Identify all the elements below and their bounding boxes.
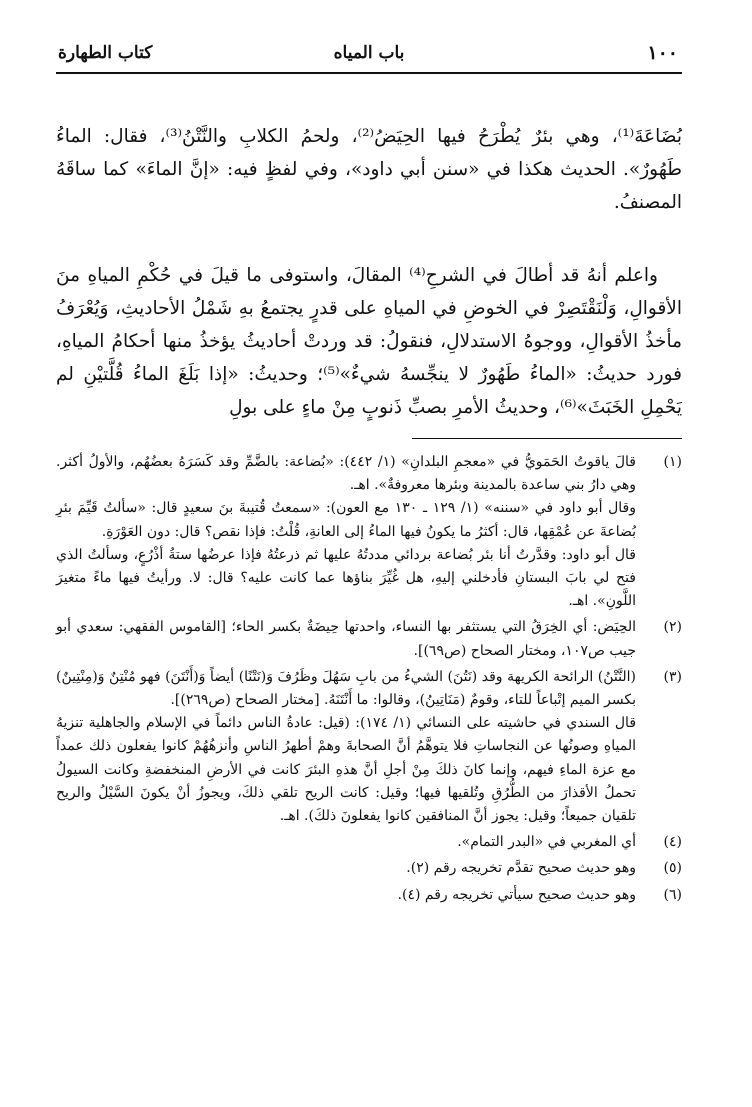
main-paragraph: واعلم أنهُ قد أطالَ في الشرحِ⁽⁴⁾ المقالَ، واستوفى ما قيلَ في حُكْمِ المياهِ منَ الأقوالِ، وَلْنَقْتَصِرْ في الخوضِ في المياهِ على قدرٍ يجتمعُ بهِ شَمْلُ الأحاديثِ، وَيُعْرَفُ مأخذُ الأقوالِ، ووجوهُ الاستدلالِ، فنقولُ: قد وردتْ أحاديثُ يؤخذُ منها أحكامُ المياهِ، فورد حديثُ: «الماءُ طَهُورٌ لا ينجِّسهُ شيءٌ»⁽⁵⁾؛ وحديثُ: «إذا بَلَغَ الماءُ قُلَّتيْنِ لم يَحْمِلِ الخَبَثَ»⁽⁶⁾، وحديثُ الأمرِ بصبِّ ذَنوبٍ مِنْ ماءٍ على بولِ	[56, 265, 682, 418]
footnote-paragraph: أي المغربي في «البدر التمام».	[457, 834, 636, 851]
footnote-number: (٢)	[663, 619, 682, 636]
main-text	[56, 120, 682, 424]
book-title: كتاب الطهارة	[58, 43, 153, 63]
footnote-paragraph: وهو حديث صحيح تقدَّم تخريجه رقم (٢).	[406, 860, 636, 877]
footnote-4	[56, 831, 682, 854]
footnote-5	[56, 857, 682, 880]
footnote-paragraph: الحِيَض: أي الخِرَقُ التي يستثفر بها النساء، واحدتها حِيضَةٌ بكسر الحاء؛ [القاموس الفقهي: سعدي أبو جيب ص١٠٧، ومختار الصحاح (ص٦٩)].	[56, 619, 636, 659]
footnote-paragraph: (النَّتْنُ) الرائحة الكريهة وقد (نَتُنَ) الشيءُ من بابِ سَهُلَ وظَرُفَ وَ(نَتْنًا) أيضاً وَ(أَنْتَنَ) فهو مُنْتِنٌ وَ(مِنْتِينٌ) بكسر الميم إتْباعاً للتاء، وقومٌ (مَنَاتِينُ)، وقالوا: ما أَنْتَنَهُ. [مختار الصحاح (ص٢٦٩)].	[56, 668, 636, 709]
footnote-number: (٥)	[663, 860, 682, 877]
footnote-number: (٣)	[663, 668, 682, 685]
footnote-6	[56, 884, 682, 907]
page-number: ١٠٠	[647, 42, 678, 64]
footnote-number: (١)	[663, 454, 682, 470]
footnote-number: (٤)	[663, 834, 682, 851]
footnote-paragraph: وهو حديث صحيح سيأتي تخريجه رقم (٤).	[397, 886, 636, 903]
page-header	[56, 38, 682, 74]
footnotes	[56, 451, 682, 907]
chapter-title: باب المياه	[333, 43, 405, 63]
footnote-paragraph: قال أبو داود: وقدَّرتُ أنا بئر بُضاعة بردائي مددتُهُ عليها ثم ذرعتُهُ فإذا عرضُها ستةُ أذْرُعٍ، وسألتُ الذي فتح لي بابَ البستانِ فأدخلني إليهِ، هل غُيِّرَ بناؤها عما كانت عليه؟ قال: لا. ورأيتُ فيها ماءً متغيرَ اللَّونِ». اهـ.	[56, 546, 636, 610]
footnote-separator	[412, 438, 682, 439]
book-page	[56, 38, 682, 907]
footnote-paragraph: وقال أبو داود في «سننه» (١/ ١٢٩ ـ ١٣٠ مع العون): «سمعتُ قُتيبةَ بنَ سعيدٍ قال: «سألتُ قَيِّمَ بئرِ بُضاعةَ عن عُمْقِها، قال: أكثرُ ما يكونُ فيها الماءُ إلى العانةِ، قُلْتُ: فإذا نقص؟ قال: دون العَوْرَةِ.	[56, 500, 636, 540]
footnote-1	[56, 451, 682, 613]
footnote-number: (٦)	[663, 886, 682, 903]
footnote-paragraph: قال السندي في حاشيته على النسائي (١/ ١٧٤): (قيل: عادةُ الناس دائماً في الإسلام والجاهلية تنزيهُ المياهِ وصونُها عن النجاساتِ فلا يتوهَّمُ أنَّ الصحابةَ وهمْ أطهرُ الناسِ وأنزهُهُمْ كانوا يفعلون ذلك عمداً مع عزة الماءِ فيهم، وإنما كانَ ذلكَ مِنْ أجلِ أنَّ هذهِ البئرَ كانت في الأرضِ المنخفضةِ وكانت السيولُ تحملُ الأقذارَ من الطُّرُقِ وتُلقيها فيها؛ وقيل: كانت الريح تلقي ذلكَ، ويجوزُ أنْ يكونَ السَّيْلُ والريح تلقيان جميعاً؛ وقيل: يجوز أنَّ المنافقين كانوا يفعلونَ ذلكَ). اهـ.	[56, 715, 637, 825]
footnote-2	[56, 616, 682, 662]
footnote-3	[56, 666, 682, 828]
main-paragraph: بُضَاعَةَ⁽¹⁾، وهي بئرٌ يُطْرَحُ فيها الحِيَضُ⁽²⁾، ولحمُ الكلابِ والنَّتْنُ⁽³⁾، فقال: الماءُ طَهُورٌ». الحديث هكذا في «سنن أبي داود»، وفي لفظٍ فيه: «إنَّ الماءَ» كما ساقَهُ المصنفُ.	[56, 126, 682, 213]
footnote-paragraph: قالَ ياقوتُ الحَمَويُّ في «معجمِ البلدانِ» (١/ ٤٤٢): «بُضاعة: بالضَّمِّ وقد كَسَرَهُ بعضُهُم، والأولُ أكثر. وهي دارُ بني ساعدة بالمدينة وبئرها معروفةٌ». اهـ.	[56, 454, 637, 494]
